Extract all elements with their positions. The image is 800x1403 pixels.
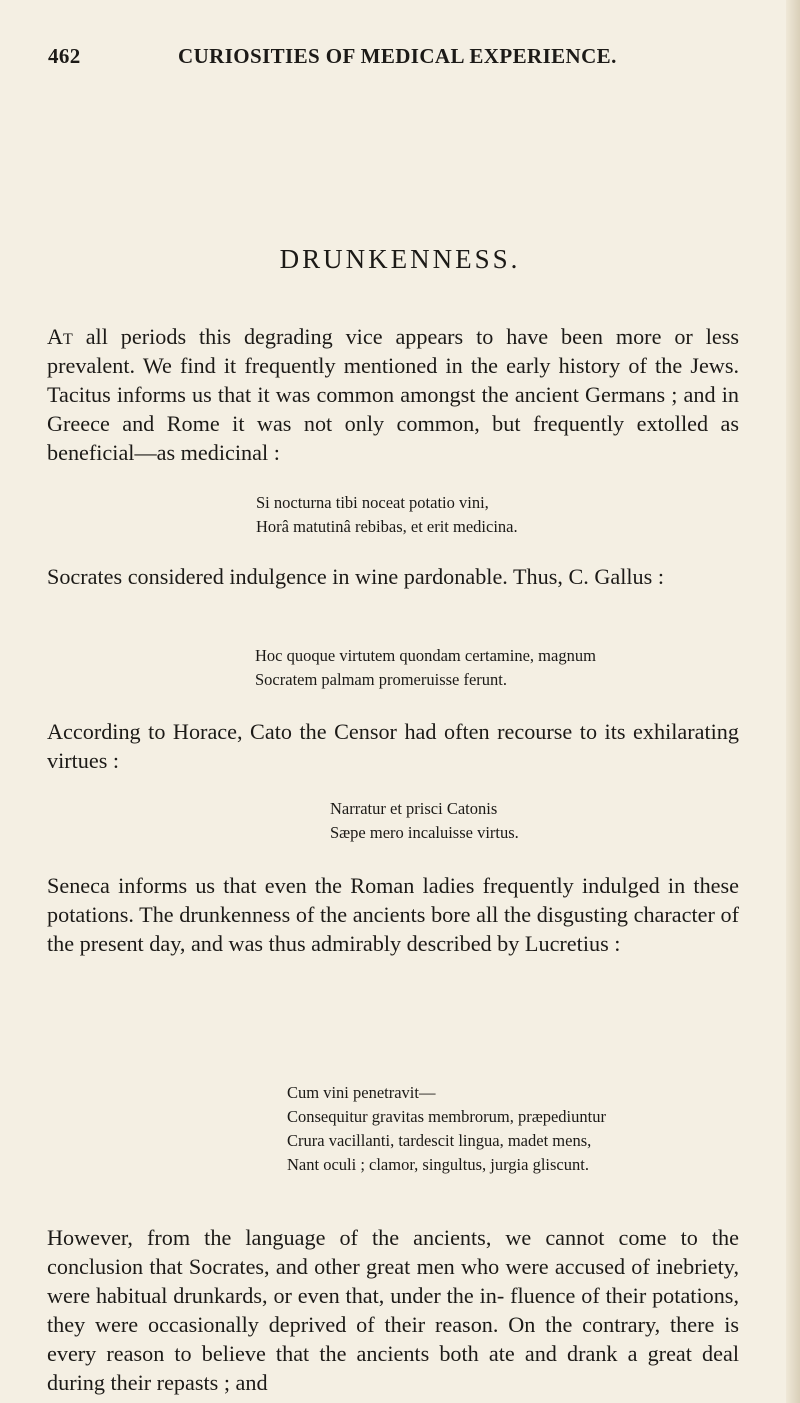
verse-quote-4	[287, 1081, 800, 1177]
verse-line: Hoc quoque virtutem quondam certamine, magnum	[255, 646, 596, 665]
verse-line: Horâ matutinâ rebibas, et erit medicina.	[256, 517, 518, 536]
verse-line: Cum vini penetravit—	[287, 1083, 436, 1102]
verse-line: Narratur et prisci Catonis	[330, 799, 498, 818]
verse-line: Crura vacillanti, tardescit lingua, madet mens,	[287, 1131, 592, 1150]
verse-line: Sæpe mero incaluisse virtus.	[330, 823, 519, 842]
verse-quote-1	[256, 491, 776, 539]
running-title: CURIOSITIES OF MEDICAL EXPERIENCE.	[178, 44, 617, 68]
paragraph-3: According to Horace, Cato the Censor had often recourse to its exhilarating virtues :	[47, 719, 739, 773]
page-number: 462	[48, 44, 81, 68]
verse-line: Si nocturna tibi noceat potatio vini,	[256, 493, 489, 512]
chapter-title: DRUNKENNESS.	[279, 244, 521, 274]
verse-quote-3	[330, 797, 800, 845]
verse-line: Nant oculi ; clamor, singultus, jurgia gliscunt.	[287, 1155, 589, 1174]
running-head	[48, 44, 738, 69]
paragraph-2: Socrates considered indulgence in wine pardonable. Thus, C. Gallus :	[47, 564, 664, 589]
verse-quote-2	[255, 644, 775, 692]
paragraph-5: However, from the language of the ancients, we cannot come to the conclusion that Socrates, and other great men who were accused of inebriety, were habitual drunkards, or even that, under the in- fluence of their potations, they were occasionally deprived of their reason. On the contrary, there is every reason to believe that the ancients both ate and drank a great deal during their repasts ; and	[47, 1225, 739, 1395]
page-edge-shadow	[786, 0, 800, 1403]
verse-line: Consequitur gravitas membrorum, præpediuntur	[287, 1107, 606, 1126]
paragraph-1-text: all periods this degrading vice appears to have been more or less prevalent. We find it frequently mentioned in the early history of the Jews. Tacitus informs us that it was common amongst the ancient Germans ; and in Greece and Rome it was not only common, but frequently extolled as beneficial—as medicinal :	[47, 324, 739, 465]
paragraph-1	[47, 322, 739, 467]
paragraph-4: Seneca informs us that even the Roman ladies frequently indulged in these potations. The drunkenness of the ancients bore all the disgusting character of the present day, and was thus admirably described by Lucretius :	[47, 873, 739, 956]
opening-word: At	[47, 324, 73, 349]
verse-line: Socratem palmam promeruisse ferunt.	[255, 670, 508, 689]
